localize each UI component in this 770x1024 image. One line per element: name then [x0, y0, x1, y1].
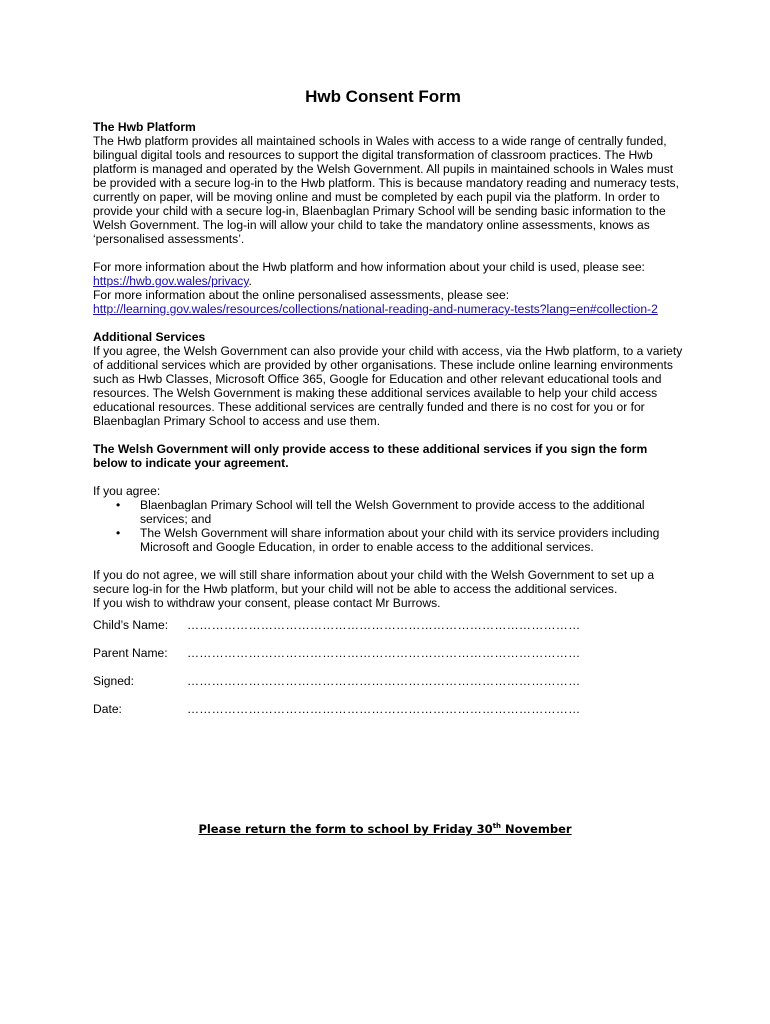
- return-note-superscript: th: [492, 822, 502, 831]
- assessments-link[interactable]: http://learning.gov.wales/resources/collections/national-reading-and-numeracy-tests?lang=en#collection-2: [93, 302, 658, 316]
- signature-required-notice: The Welsh Government will only provide access to these additional services if you sign the form below to indicate your agreement.: [93, 442, 648, 470]
- disagree-text: If you do not agree, we will still share information about your child with the Welsh Government to set up a secure log-in for the Hwb platform, but your child will not be able to access the additional services.: [93, 568, 655, 596]
- page-title: Hwb Consent Form: [305, 87, 461, 106]
- return-deadline-note: [0, 822, 770, 836]
- parent-name-field[interactable]: ……………………………………………………………………………………: [187, 646, 581, 660]
- agree-list: [93, 498, 683, 554]
- privacy-link[interactable]: https://hwb.gov.wales/privacy: [93, 274, 249, 288]
- withdraw-text: If you wish to withdraw your consent, please contact Mr Burrows.: [93, 596, 441, 610]
- date-field[interactable]: ……………………………………………………………………………………: [187, 702, 581, 716]
- date-label: Date:: [93, 702, 122, 716]
- privacy-info-text: For more information about the Hwb platform and how information about your child is used, please see:: [93, 260, 645, 274]
- return-note-text: Please return the form to school by Friday 30: [198, 822, 493, 836]
- privacy-info: [93, 260, 683, 288]
- bullet-icon: •: [116, 526, 121, 540]
- signed-row: [93, 674, 683, 702]
- parent-name-label: Parent Name:: [93, 646, 168, 660]
- additional-services-heading: Additional Services: [93, 330, 206, 344]
- privacy-info-end: .: [248, 274, 252, 288]
- assessments-info-text: For more information about the online personalised assessments, please see:: [93, 288, 510, 302]
- list-item: [93, 498, 683, 526]
- consent-form-page: [93, 86, 683, 730]
- date-row: [93, 702, 683, 730]
- consent-fields: [93, 618, 683, 730]
- platform-heading: The Hwb Platform: [93, 120, 196, 134]
- child-name-label: Child’s Name:: [93, 618, 169, 632]
- platform-body: The Hwb platform provides all maintained schools in Wales with access to a wide range of centrally funded, bilingual digital tools and resources to support the digital transformation of classroom practices. The Hwb platform is managed and operated by the Welsh Government. All pupils in maintained schools in Wales must be provided with a secure log-in to the Hwb platform. This is because mandatory reading and numeracy tests, currently on paper, will be moving online and must be completed by each pupil via the platform. In order to provide your child with a secure log-in, Blaenbaglan Primary School will be sending basic information to the Welsh Government. The log-in will allow your child to take the mandatory online assessments, knows as ‘personalised assessments’.: [93, 134, 679, 246]
- return-note-after: November: [501, 822, 572, 836]
- child-name-field[interactable]: ……………………………………………………………………………………: [187, 618, 581, 632]
- assessments-link-wrap: [93, 302, 683, 316]
- signed-label: Signed:: [93, 674, 135, 688]
- list-item-text: The Welsh Government will share information about your child with its service providers including Microsoft and Google Education, in order to enable access to the additional services.: [140, 526, 660, 554]
- bullet-icon: •: [116, 498, 121, 512]
- signature-field[interactable]: ……………………………………………………………………………………: [187, 674, 581, 688]
- additional-services-body: If you agree, the Welsh Government can also provide your child with access, via the Hwb platform, to a variety of additional services which are provided by other organisations. These include online learning environments such as Hwb Classes, Microsoft Office 365, Google for Education and other relevant educational tools and resources. The Welsh Government is making these additional services available to help your child access educational resources. These additional services are centrally funded and there is no cost for you or for Blaenbaglan Primary School to access and use them.: [93, 344, 683, 428]
- agree-intro: If you agree:: [93, 484, 161, 498]
- list-item-text: Blaenbaglan Primary School will tell the Welsh Government to provide access to the additional services; and: [140, 498, 645, 526]
- list-item: [93, 526, 683, 554]
- child-name-row: [93, 618, 683, 646]
- parent-name-row: [93, 646, 683, 674]
